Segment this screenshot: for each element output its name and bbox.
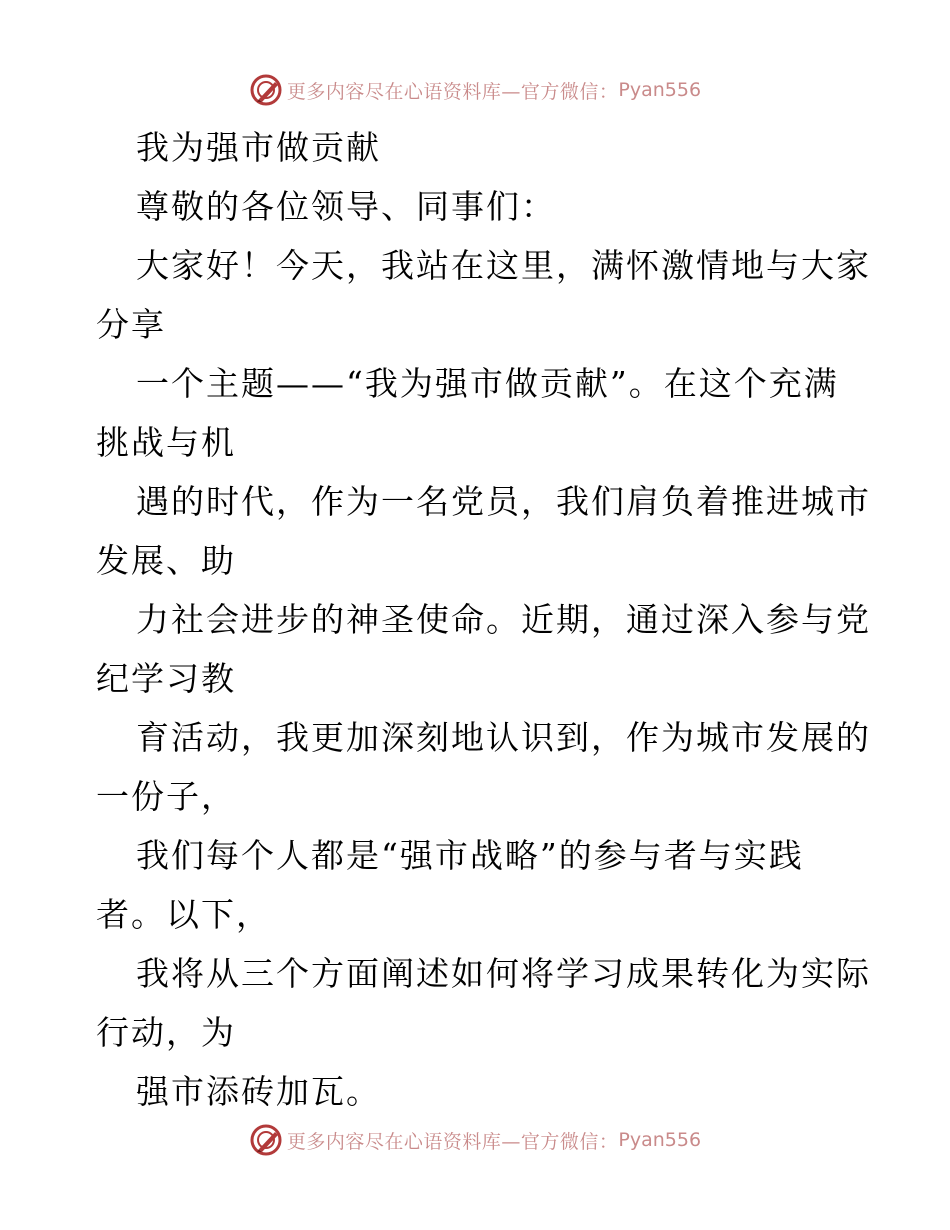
paragraph-line: 强市添砖加瓦。 [136,1072,381,1111]
pen-seal-logo-icon [249,1123,283,1157]
document-title: 我为强市做贡献 [136,128,381,167]
header-banner [0,70,950,110]
banner-wechat-id: Pyan556 [618,79,702,101]
paragraph-line: 一份子， [96,777,236,816]
footer-banner [0,1120,950,1160]
banner-text: 更多内容尽在心语资料库—官方微信： [286,1130,619,1153]
pen-seal-logo-icon [249,73,283,107]
paragraph-line: 行动，为 [96,1013,236,1052]
document-body [96,118,871,1121]
paragraph-line: 我将从三个方面阐述如何将学习成果转化为实际 [136,954,871,993]
banner-wechat-id: Pyan556 [618,1129,702,1151]
paragraph-line: 纪学习教 [96,659,236,698]
paragraph-line: 遇的时代，作为一名党员，我们肩负着推进城市 [136,482,871,521]
paragraph-line: 分享 [96,305,166,344]
paragraph-line: 育活动，我更加深刻地认识到，作为城市发展的 [136,718,871,757]
paragraph-line: 我们每个人都是“强市战略”的参与者与实践 [136,836,804,875]
paragraph-line: 大家好！今天，我站在这里，满怀激情地与大家 [136,246,871,285]
document-salutation: 尊敬的各位领导、同事们： [136,187,556,226]
paragraph-line: 一个主题——“我为强市做贡献”。在这个充满 [136,364,839,403]
paragraph-line: 发展、助 [96,541,236,580]
paragraph-line: 者。以下， [96,895,271,934]
paragraph-line: 力社会进步的神圣使命。近期，通过深入参与党 [136,600,871,639]
banner-text: 更多内容尽在心语资料库—官方微信： [286,80,619,103]
paragraph-line: 挑战与机 [96,423,236,462]
